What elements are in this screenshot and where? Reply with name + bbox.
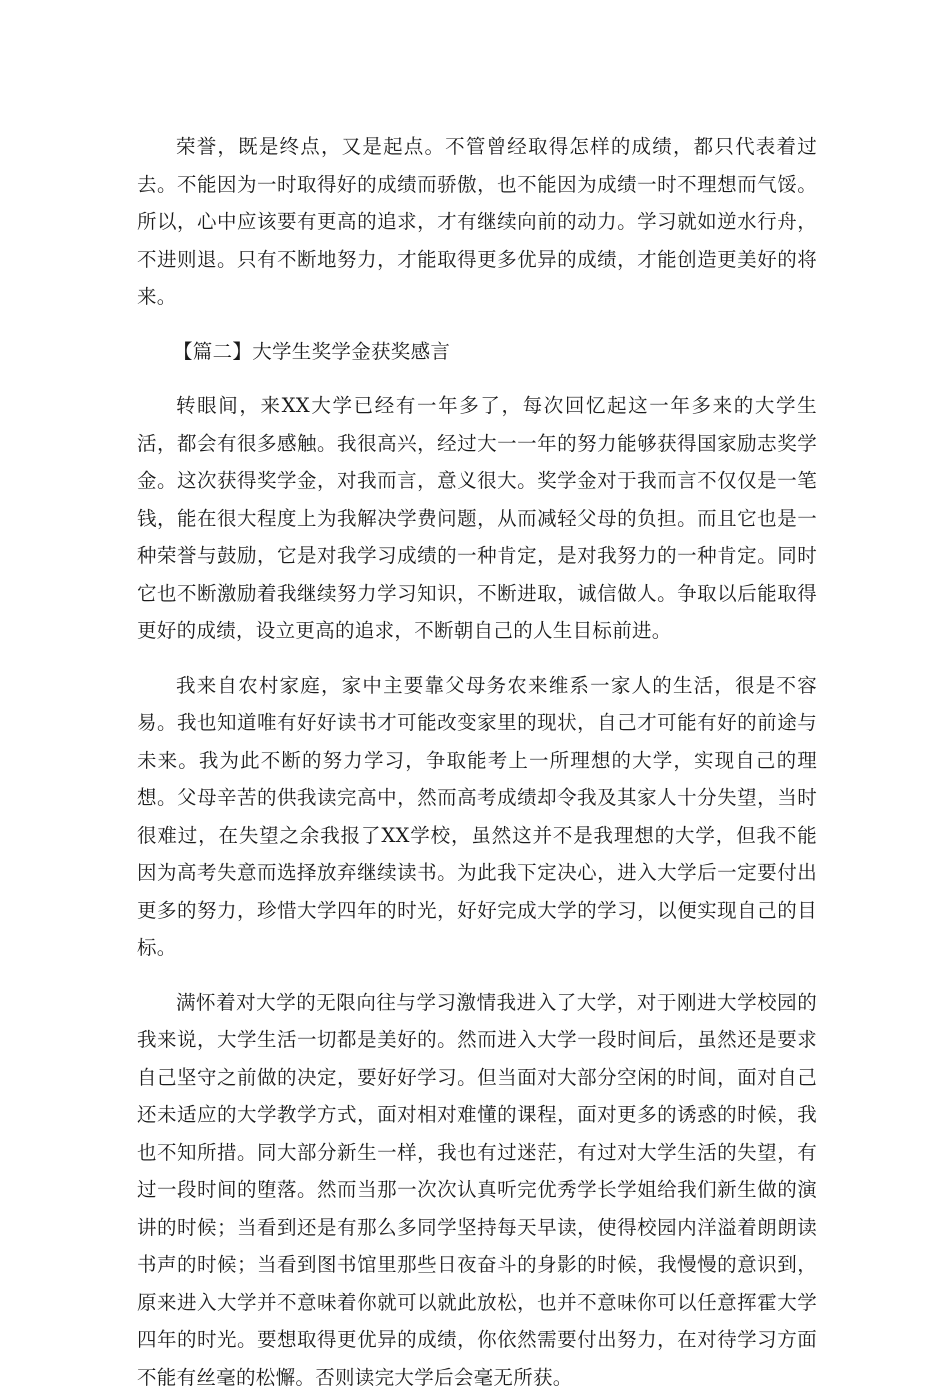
paragraph-spacer bbox=[137, 370, 817, 387]
paragraph-family: 我来自农村家庭，家中主要靠父母务农来维系一家人的生活，很是不容易。我也知道唯有好好读书才可能改变家里的现状，自己才可能有好的前途与未来。我为此不断的努力学习，争取能考上一所理想的大学，实现自己的理想。父母辛苦的供我读完高中，然而高考成绩却令我及其家人十分失望，当时很难过，在失望之余我报了XX学校，虽然这并不是我理想的大学，但我不能因为高考失意而选择放弃继续读书。为此我下定决心，进入大学后一定要付出更多的努力，珍惜大学四年的时光，好好完成大学的学习，以便实现自己的目标。 bbox=[137, 667, 817, 967]
paragraph-spacer bbox=[137, 967, 817, 984]
document-body bbox=[137, 128, 817, 1396]
paragraph-scholarship: 转眼间，来XX大学已经有一年多了，每次回忆起这一年多来的大学生活，都会有很多感触。我很高兴，经过大一一年的努力能够获得国家励志奖学金。这次获得奖学金，对我而言，意义很大。奖学金对于我而言不仅仅是一笔钱，能在很大程度上为我解决学费问题，从而减轻父母的负担。而且它也是一种荣誉与鼓励，它是对我学习成绩的一种肯定，是对我努力的一种肯定。同时它也不断激励着我继续努力学习知识，不断进取，诚信做人。争取以后能取得更好的成绩，设立更高的追求，不断朝自己的人生目标前进。 bbox=[137, 387, 817, 650]
section-heading: 【篇二】大学生奖学金获奖感言 bbox=[137, 333, 817, 371]
paragraph-honor: 荣誉，既是终点，又是起点。不管曾经取得怎样的成绩，都只代表着过去。不能因为一时取得好的成绩而骄傲，也不能因为成绩一时不理想而气馁。所以，心中应该要有更高的追求，才有继续向前的动力。学习就如逆水行舟，不进则退。只有不断地努力，才能取得更多优异的成绩，才能创造更美好的将来。 bbox=[137, 128, 817, 316]
paragraph-spacer bbox=[137, 650, 817, 667]
paragraph-university-life: 满怀着对大学的无限向往与学习激情我进入了大学，对于刚进大学校园的我来说，大学生活一切都是美好的。然而进入大学一段时间后，虽然还是要求自己坚守之前做的决定，要好好学习。但当面对大部分空闲的时间，面对自己还未适应的大学教学方式，面对相对难懂的课程，面对更多的诱惑的时候，我也不知所措。同大部分新生一样，我也有过迷茫，有过对大学生活的失望，有过一段时间的堕落。然而当那一次次认真听完优秀学长学姐给我们新生做的演讲的时候；当看到还是有那么多同学坚持每天早读，使得校园内洋溢着朗朗读书声的时候；当看到图书馆里那些日夜奋斗的身影的时候，我慢慢的意识到，原来进入大学并不意味着你就可以就此放松，也并不意味你可以任意挥霍大学四年的时光。要想取得更优异的成绩，你依然需要付出努力，在对待学习方面不能有丝毫的松懈。否则读完大学后会毫无所获。 bbox=[137, 984, 817, 1396]
paragraph-spacer bbox=[137, 316, 817, 333]
